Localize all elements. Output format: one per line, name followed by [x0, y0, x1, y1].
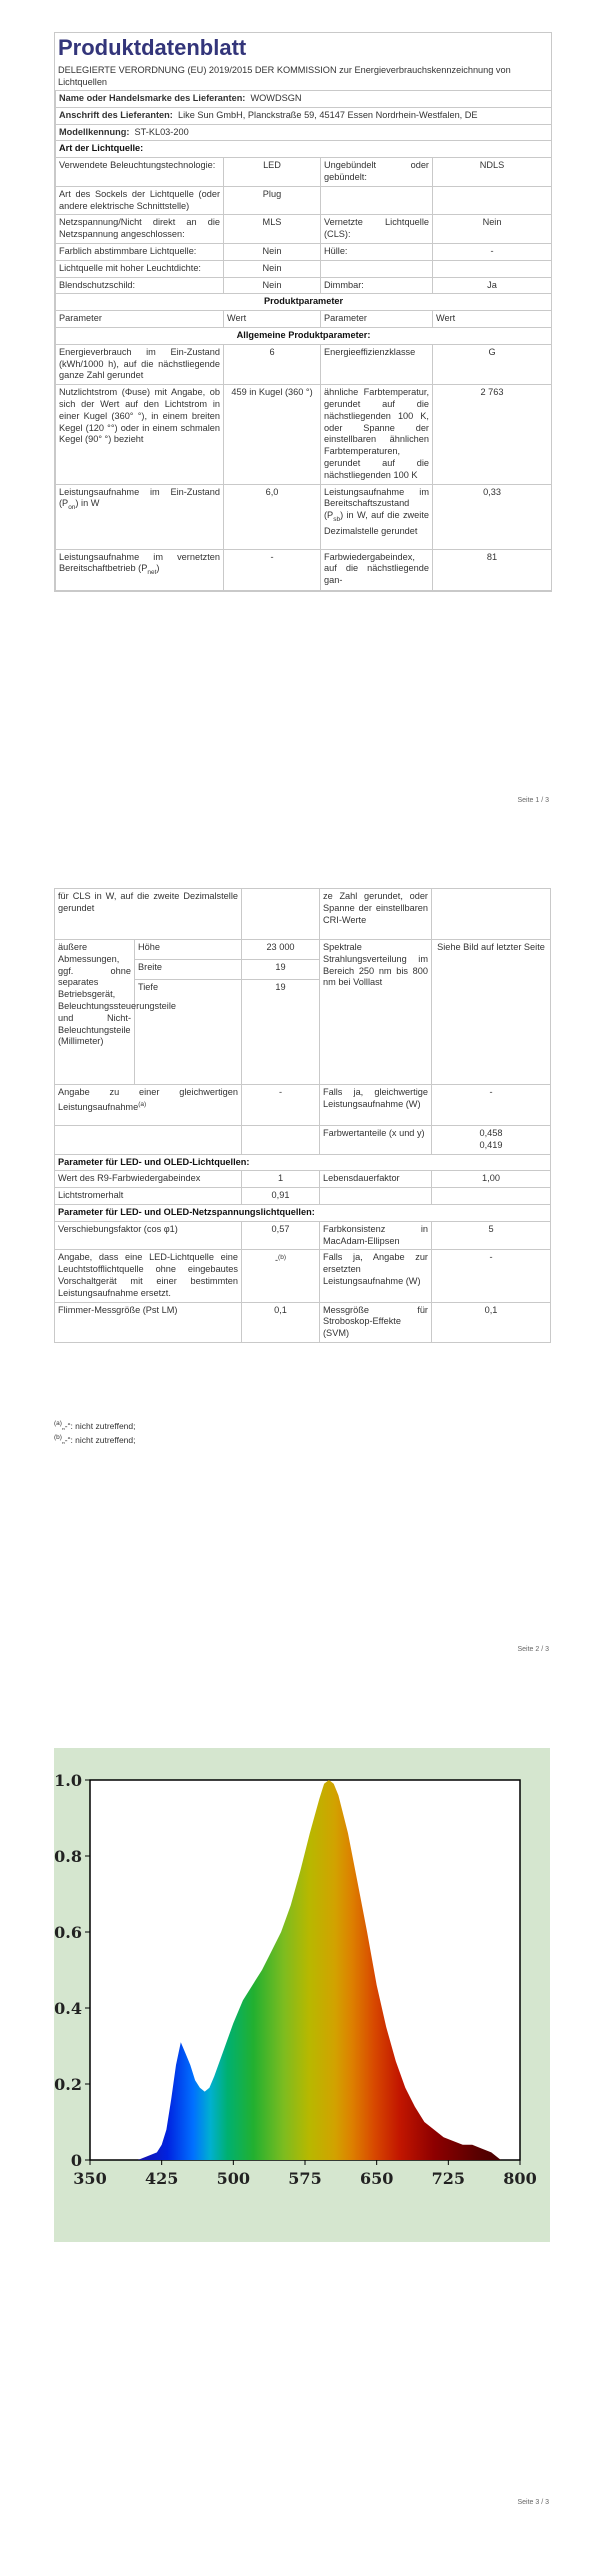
- empty-cell: [432, 889, 551, 940]
- lumen-maintenance-label: Lichtstromerhalt: [55, 1188, 242, 1205]
- model-label: Modellkennung:: [59, 126, 130, 137]
- param-value: MLS: [224, 215, 321, 244]
- spectral-distribution-label: Spektrale Strahlungsverteilung im Bereich 250 nm bis 800 nm bei Volllast: [320, 940, 432, 1085]
- macadam-value: 5: [432, 1221, 551, 1250]
- equivalent-power-watt-label: Falls ja, gleichwertige Leistungsaufnahme (W): [320, 1085, 432, 1126]
- replacement-label: Angabe, dass eine LED-Lichtquelle eine Leuchtstofflichtquelle ohne eingebautes Vorschaltgerät mit einer bestimmten Leistungsaufnahme ersetzt.: [55, 1250, 242, 1302]
- color-temperature-label: ähnliche Farbtemperatur, gerundet auf die nächstliegenden 100 K, oder Spanne der einstellbaren ähnlichen Farbtemperaturen, gerundet auf die nächstliegenden 100 K: [321, 385, 433, 484]
- param-value: NDLS: [433, 158, 552, 187]
- param-value: Nein: [224, 243, 321, 260]
- empty-cell: [242, 1126, 320, 1155]
- width-label: Breite: [135, 960, 242, 980]
- param-label: Blendschutzschild:: [56, 277, 224, 294]
- y-tick-label: 0.8: [54, 1847, 82, 1866]
- replacement-value: -$^{(b)}$: [242, 1250, 320, 1302]
- mains-heading-row: [55, 1204, 551, 1221]
- networked-standby-label-cont: für CLS in W, auf die zweite Dezimalstelle gerundet: [55, 889, 242, 940]
- supplier-label: Name oder Handelsmarke des Lieferanten:: [59, 93, 246, 103]
- depth-label: Tiefe: [135, 980, 242, 1085]
- x-tick-label: 575: [288, 2169, 322, 2188]
- luminous-flux-value: 459 in Kugel (360 °): [224, 385, 321, 484]
- table-row: [55, 1250, 551, 1302]
- param-label: Ungebündelt oder gebündelt:: [321, 158, 433, 187]
- y-tick-label: 1.0: [54, 1771, 82, 1790]
- footnote-b: $^{(b)}$„-“: nicht zutreffend;: [54, 1433, 136, 1445]
- param-label: Netzspannung/Nicht direkt an die Netzspannung angeschlossen:: [56, 215, 224, 244]
- param-value: Nein: [224, 277, 321, 294]
- table-row: [55, 1188, 551, 1205]
- x-axis: [73, 2160, 536, 2188]
- footnote-a: $^{(a)}$„-“: nicht zutreffend;: [54, 1420, 136, 1431]
- power-on-label: Leistungsaufnahme im Ein-Zustand $(P_{on})$ in W: [56, 484, 224, 549]
- column-header-parameter: Parameter: [321, 311, 433, 328]
- page-footer: Seite 1 / 3: [517, 797, 549, 804]
- x-tick-label: 725: [431, 2169, 466, 2188]
- param-label: Vernetzte Lichtquelle (CLS):: [321, 215, 433, 244]
- x-tick-label: 425: [144, 2169, 179, 2188]
- param-label: Verwendete Beleuchtungstechnologie:: [56, 158, 224, 187]
- table-row: [55, 889, 551, 940]
- param-label: Hülle:: [321, 243, 433, 260]
- y-tick-label: 0: [70, 2151, 82, 2170]
- column-header-parameter: Parameter: [56, 311, 224, 328]
- table-row: [55, 1221, 551, 1250]
- product-datasheet-table-continued: [54, 888, 551, 1343]
- table-row: [55, 1302, 551, 1342]
- networked-standby-value: -: [224, 549, 321, 590]
- supplier-value: WOWDSGN: [250, 93, 302, 103]
- x-tick-label: 800: [503, 2169, 537, 2188]
- networked-standby-label: Leistungsaufnahme im vernetzten Bereitschaftbetrieb $(P_{net})$: [56, 549, 224, 590]
- width-value: 19: [242, 960, 320, 980]
- empty-cell: [55, 1126, 242, 1155]
- standby-power-label: Leistungsaufnahme im Bereitschaftszustand $(P_{sb})$ in W, auf die zweite Dezimalstelle gerundet: [321, 484, 433, 549]
- color-temperature-value: 2 763: [433, 385, 552, 484]
- lifetime-factor-value: 1,00: [432, 1171, 551, 1188]
- cri-value: 81: [433, 549, 552, 590]
- general-params-heading: Allgemeine Produktparameter:: [56, 327, 552, 344]
- chromaticity-value: 0,458 0,419: [432, 1126, 551, 1155]
- product-params-heading: Produktparameter: [56, 294, 552, 311]
- param-value: Ja: [433, 277, 552, 294]
- depth-value: 19: [242, 980, 320, 1085]
- param-label: Farblich abstimmbare Lichtquelle:: [56, 243, 224, 260]
- address-value: Like Sun GmbH, Planckstraße 59, 45147 Essen Nordrhein-Westfalen, DE: [177, 109, 478, 120]
- param-value: LED: [224, 158, 321, 187]
- cri-label: Farbwiedergabeindex, auf die nächstliegende gan-: [321, 549, 433, 590]
- type-heading: Art der Lichtquelle:: [56, 141, 552, 158]
- led-heading-row: [55, 1154, 551, 1171]
- power-factor-value: 0,57: [242, 1221, 320, 1250]
- lumen-maintenance-value: 0,91: [242, 1188, 320, 1205]
- flicker-label: Flimmer-Messgröße (Pst LM): [55, 1302, 242, 1342]
- empty-cell: [432, 1188, 551, 1205]
- x-tick-label: 650: [359, 2169, 394, 2188]
- svm-value: 0,1: [432, 1302, 551, 1342]
- param-label: Lichtquelle mit hoher Leuchtdichte:: [56, 260, 224, 277]
- table-row: [55, 1171, 551, 1188]
- model-value: ST-KL03-200: [134, 126, 189, 137]
- table-row: [55, 1126, 551, 1155]
- empty-cell: [320, 1188, 432, 1205]
- param-value: -: [433, 243, 552, 260]
- lifetime-factor-label: Lebensdauerfaktor: [320, 1171, 432, 1188]
- empty-cell: [242, 889, 320, 940]
- power-factor-label: Verschiebungsfaktor (cos φ1): [55, 1221, 242, 1250]
- address-label: Anschrift des Lieferanten:: [59, 109, 173, 120]
- page-footer: Seite 3 / 3: [517, 2499, 549, 2506]
- svm-label: Messgröße für Stroboskop-Effekte (SVM): [320, 1302, 432, 1342]
- efficiency-class-label: Energieeffizienzklasse: [321, 344, 433, 384]
- cri-label-cont: ze Zahl gerundet, oder Spanne der einstellbaren CRI-Werte: [320, 889, 432, 940]
- r9-value: 1: [242, 1171, 320, 1188]
- x-tick-label: 500: [216, 2169, 251, 2188]
- column-header-value: Wert: [433, 311, 552, 328]
- led-params-heading: Parameter für LED- und OLED-Lichtquellen:: [55, 1154, 551, 1171]
- column-header-value: Wert: [224, 311, 321, 328]
- equivalent-power-value: -: [242, 1085, 320, 1126]
- spectral-distribution-value: Siehe Bild auf letzter Seite: [432, 940, 551, 1085]
- param-value: Nein: [224, 260, 321, 277]
- spectrum-chart-background: [54, 1748, 550, 2242]
- equivalent-power-watt-value: -: [432, 1085, 551, 1126]
- replacement-power-value: -: [432, 1250, 551, 1302]
- energy-consumption-value: 6: [224, 344, 321, 384]
- param-value: Nein: [433, 215, 552, 244]
- dimensions-label: äußere Abmessungen, ggf. ohne separates Betriebsgerät, Beleuchtungssteuerungsteile und Nicht-Beleuchtungsteile (Millimeter): [55, 940, 135, 1085]
- height-value: 23 000: [242, 940, 320, 960]
- param-label: Art des Sockels der Lichtquelle (oder andere elektrische Schnittstelle): [56, 186, 224, 215]
- regulation-text: DELEGIERTE VERORDNUNG (EU) 2019/2015 DER KOMMISSION zur Energieverbrauchskennzeichnung von Lichtquellen: [58, 65, 511, 87]
- y-tick-label: 0.2: [54, 2075, 82, 2094]
- table-row: [55, 1085, 551, 1126]
- x-tick-label: 350: [73, 2169, 107, 2188]
- page-title: Produktdatenblatt: [58, 35, 247, 60]
- height-label: Höhe: [135, 940, 242, 960]
- r9-label: Wert des R9-Farbwiedergabeindex: [55, 1171, 242, 1188]
- macadam-label: Farbkonsistenz in MacAdam-Ellipsen: [320, 1221, 432, 1250]
- energy-consumption-label: Energieverbrauch im Ein-Zustand (kWh/1000 h), auf die nächstliegende ganze Zahl gerundet: [56, 344, 224, 384]
- replacement-power-label: Falls ja, Angabe zur ersetzten Leistungsaufnahme (W): [320, 1250, 432, 1302]
- y-tick-label: 0.4: [54, 1999, 82, 2018]
- mains-params-heading: Parameter für LED- und OLED-Netzspannungslichtquellen:: [55, 1204, 551, 1221]
- standby-power-value: 0,33: [433, 484, 552, 549]
- param-label: Dimmbar:: [321, 277, 433, 294]
- chromaticity-label: Farbwertanteile (x und y): [320, 1126, 432, 1155]
- efficiency-class-value: G: [433, 344, 552, 384]
- spectrum-chart: [54, 1748, 550, 2242]
- equivalent-power-label: Angabe zu einer gleichwertigen Leistungsaufnahme$^{(a)}$: [55, 1085, 242, 1126]
- param-value: Plug: [224, 186, 321, 215]
- flicker-value: 0,1: [242, 1302, 320, 1342]
- page-footer: Seite 2 / 3: [517, 1646, 549, 1653]
- y-axis: [54, 1771, 90, 2170]
- power-on-value: 6,0: [224, 484, 321, 549]
- y-tick-label: 0.6: [54, 1923, 82, 1942]
- datasheet-page-2: [54, 888, 550, 1343]
- table-row: [55, 940, 551, 960]
- luminous-flux-label: Nutzlichtstrom (Φuse) mit Angabe, ob sich der Wert auf den Lichtstrom in einer Kugel (360° °), in einem breiten Kegel (120 °°) oder in einem schmalen Kegel (90° °) bezieht: [56, 385, 224, 484]
- footnotes: [54, 1418, 136, 1446]
